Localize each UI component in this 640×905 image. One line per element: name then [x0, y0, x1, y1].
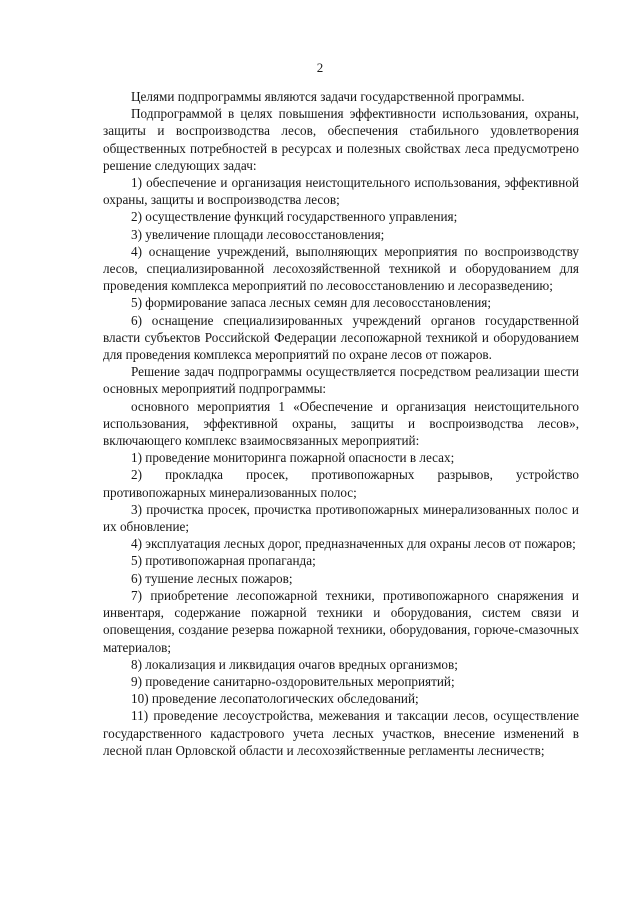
task-item-5: 5) формирование запаса лесных семян для лесовосстановления;	[131, 295, 491, 311]
measure-item-7: 7) приобретение лесопожарной техники, противопожарного снаряжения и инвентаря, содержание пожарной техники и оборудования, систем связи и оповещения, создание резерва пожарной техники, оборудования, горюче-смазочных материалов;	[103, 587, 579, 655]
measure-item-3: 3) прочистка просек, прочистка противопожарных минерализованных полос и их обновление;	[103, 501, 579, 535]
task-item-6: 6) оснащение специализированных учреждений органов государственной власти субъектов Российской Федерации лесопожарной техникой и оборудованием для проведения комплекса мероприятий по охране лесов от пожаров.	[103, 312, 579, 363]
task-item-2: 2) осуществление функций государственного управления;	[131, 209, 458, 225]
paragraph-main-measure-1: основного мероприятия 1 «Обеспечение и организация неистощительного использования, эффективной охраны, защиты и воспроизводства лесов», включающего комплекс взаимосвязанных мероприятий:	[103, 398, 579, 449]
document-body	[103, 88, 579, 759]
measure-item-2: 2) прокладка просек, противопожарных разрывов, устройство противопожарных минерализованных полос;	[103, 467, 579, 500]
task-item-4: 4) оснащение учреждений, выполняющих мероприятия по воспроизводству лесов, специализированной лесохозяйственной техникой и оборудованием для проведения комплекса мероприятий по лесовосстановлению и лесоразведению;	[103, 243, 579, 294]
measure-item-9: 9) проведение санитарно-оздоровительных мероприятий;	[131, 673, 455, 689]
task-item-3: 3) увеличение площади лесовосстановления;	[131, 226, 385, 242]
measure-item-4: 4) эксплуатация лесных дорог, предназначенных для охраны лесов от пожаров;	[131, 536, 576, 552]
measure-item-5: 5) противопожарная пропаганда;	[131, 553, 316, 569]
task-item-1: 1) обеспечение и организация неистощительного использования, эффективной охраны, защиты и воспроизводства лесов;	[103, 175, 579, 208]
paragraph-tasks-intro: Подпрограммой в целях повышения эффективности использования, охраны, защиты и воспроизводства лесов, обеспечения стабильного удовлетворения общественных потребностей в ресурсах и полезных свойствах леса предусмотрено решение следующих задач:	[103, 106, 579, 173]
measure-item-11: 11) проведение лесоустройства, межевания и таксации лесов, осуществление государственного кадастрового учета лесных участков, внесение изменений в лесной план Орловской области и лесохозяйственные регламенты лесничеств;	[103, 708, 579, 758]
measure-item-1: 1) проведение мониторинга пожарной опасности в лесах;	[131, 450, 455, 466]
measure-item-8: 8) локализация и ликвидация очагов вредных организмов;	[131, 656, 458, 672]
measure-item-6: 6) тушение лесных пожаров;	[131, 570, 293, 586]
paragraph-measures-intro: Решение задач подпрограммы осуществляется посредством реализации шести основных мероприятий подпрограммы:	[103, 364, 579, 397]
paragraph-goals: Целями подпрограммы являются задачи государственной программы.	[131, 89, 525, 104]
page-number: 2	[316, 60, 324, 75]
measure-item-10: 10) проведение лесопатологических обследований;	[131, 691, 419, 707]
